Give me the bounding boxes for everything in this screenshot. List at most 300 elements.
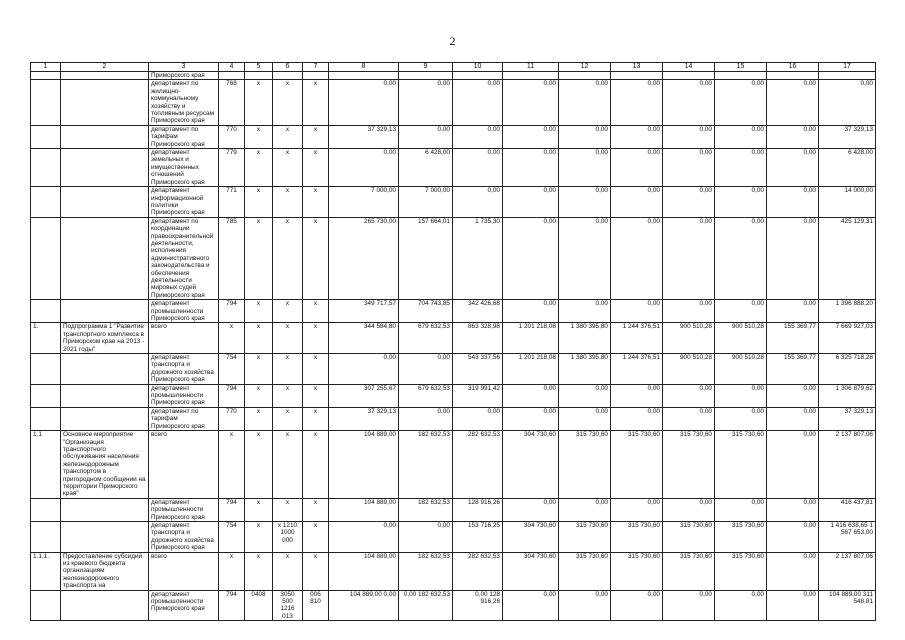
table-cell xyxy=(31,521,61,552)
table-cell xyxy=(611,72,663,80)
table-cell: x xyxy=(303,384,329,407)
table-cell: 1.1 xyxy=(31,431,61,499)
table-cell: 104 889,00 311 548,81 xyxy=(819,590,876,621)
column-header: 2 xyxy=(61,63,149,72)
table-cell: 770 xyxy=(219,407,245,430)
table-cell: x xyxy=(303,552,329,590)
table-cell: 0,00 xyxy=(715,80,767,125)
column-header: 12 xyxy=(559,63,611,72)
table-cell: 315 730,60 xyxy=(611,431,663,499)
table-cell xyxy=(61,521,149,552)
table-cell: x xyxy=(219,323,245,354)
table-cell: 1 380 395,80 xyxy=(559,354,611,385)
table-cell: x xyxy=(245,354,273,385)
table-cell: департамент земельных и имущественных отношений Приморского края xyxy=(149,149,219,187)
table-cell: 0,00 xyxy=(663,187,715,218)
table-cell: 0,00 xyxy=(715,590,767,621)
table-cell: 006 810 xyxy=(303,590,329,621)
table-row xyxy=(31,384,876,407)
table-cell xyxy=(31,384,61,407)
column-header: 9 xyxy=(399,63,453,72)
table-cell: 1 380 395,80 xyxy=(559,323,611,354)
table-cell xyxy=(31,217,61,299)
table-cell xyxy=(61,590,149,621)
table-cell: 0,00 xyxy=(559,125,611,148)
column-header: 6 xyxy=(273,63,303,72)
table-cell: 0,00 xyxy=(663,300,715,323)
table-cell: 0,00 xyxy=(503,125,559,148)
table-cell: 0,00 xyxy=(715,149,767,187)
table-cell: 315 730,60 xyxy=(715,552,767,590)
table-cell: 0,00 xyxy=(767,149,819,187)
table-cell xyxy=(273,72,303,80)
table-cell: 900 510,28 xyxy=(663,354,715,385)
table-cell: 315 730,60 xyxy=(663,552,715,590)
table-cell: 0,00 xyxy=(611,187,663,218)
table-cell: 0,00 xyxy=(611,80,663,125)
table-cell: x xyxy=(303,149,329,187)
table-cell: x xyxy=(273,217,303,299)
table-cell xyxy=(31,187,61,218)
table-cell: 37 329,13 xyxy=(819,407,876,430)
table-cell: Подпрограмма 1 "Развитие транспортного комплекса в Приморском крае на 2013 - 2021 годы" xyxy=(61,323,149,354)
table-cell: x xyxy=(245,384,273,407)
table-cell: x 1210 1000 000 xyxy=(273,521,303,552)
table-cell: департамент промышленности Приморского края xyxy=(149,590,219,621)
table-cell: департамент по координации правоохранительной деятельности, исполнения административного законодательства и обеспечения деятельности мировых судей Приморского края xyxy=(149,217,219,299)
table-cell: 315 730,60 xyxy=(611,552,663,590)
table-cell: 0,00 xyxy=(503,498,559,521)
table-cell: 0,00 xyxy=(399,407,453,430)
table-cell: x xyxy=(303,521,329,552)
table-cell: Приморского края xyxy=(149,72,219,80)
table-cell: 0,00 xyxy=(329,354,399,385)
table-cell: x xyxy=(245,498,273,521)
table-cell: 315 730,60 xyxy=(715,431,767,499)
table-cell: 0,00 xyxy=(767,498,819,521)
table-row xyxy=(31,498,876,521)
table-cell xyxy=(31,354,61,385)
table-cell: 0,00 xyxy=(559,149,611,187)
table-cell xyxy=(819,72,876,80)
table-row xyxy=(31,552,876,590)
table-cell: 704 743,85 xyxy=(399,300,453,323)
table-cell: 319 991,42 xyxy=(453,384,503,407)
table-cell xyxy=(31,590,61,621)
table-cell: 182 632,53 xyxy=(399,552,453,590)
table-cell: 0,00 xyxy=(503,300,559,323)
table-body xyxy=(31,72,876,621)
table-cell: x xyxy=(273,431,303,499)
table-cell: x xyxy=(273,354,303,385)
table-cell: x xyxy=(273,187,303,218)
table-cell: 0,00 xyxy=(453,407,503,430)
table-cell: 0,00 xyxy=(767,125,819,148)
table-cell xyxy=(61,72,149,80)
table-cell: x xyxy=(245,521,273,552)
table-cell: 779 xyxy=(219,149,245,187)
table-cell: 863 328,98 xyxy=(453,323,503,354)
table-cell: 1. xyxy=(31,323,61,354)
table-cell: 0,00 xyxy=(503,384,559,407)
table-cell: 0,00 xyxy=(715,300,767,323)
table-cell: департамент транспорта и дорожного хозяйства Приморского края xyxy=(149,521,219,552)
table-cell: 0,00 xyxy=(663,407,715,430)
table-cell xyxy=(31,300,61,323)
budget-table xyxy=(30,62,876,621)
table-cell xyxy=(303,72,329,80)
table-cell: x xyxy=(245,217,273,299)
column-header: 16 xyxy=(767,63,819,72)
table-cell xyxy=(61,187,149,218)
table-cell: 315 730,60 xyxy=(611,521,663,552)
table-cell: 315 730,60 xyxy=(559,552,611,590)
table-cell: x xyxy=(245,407,273,430)
column-header: 17 xyxy=(819,63,876,72)
table-cell: 104 889,00 xyxy=(329,552,399,590)
table-cell: 1 306 879,62 xyxy=(819,384,876,407)
table-cell: 0,00 xyxy=(819,80,876,125)
table-cell: 0,00 xyxy=(611,384,663,407)
table-cell: 0,00 xyxy=(663,125,715,148)
column-header: 10 xyxy=(453,63,503,72)
table-cell: 104 889,00 0,00 xyxy=(329,590,399,621)
table-cell xyxy=(31,125,61,148)
table-cell xyxy=(61,498,149,521)
table-cell: 6 325 718,28 xyxy=(819,354,876,385)
table-cell: всего xyxy=(149,323,219,354)
table-cell: 307 255,67 xyxy=(329,384,399,407)
table-cell: 6 428,00 xyxy=(399,149,453,187)
table-cell: x xyxy=(273,125,303,148)
table-cell: 6 428,00 xyxy=(819,149,876,187)
page-number: 2 xyxy=(449,34,456,48)
table-cell: 1 244 376,51 xyxy=(611,323,663,354)
table-cell: 0,00 xyxy=(503,590,559,621)
table-cell: 282 632,53 xyxy=(453,552,503,590)
table-cell: 0,00 xyxy=(663,80,715,125)
table-cell: 0,00 xyxy=(503,187,559,218)
table-cell: 425 129,31 xyxy=(819,217,876,299)
table-cell: 315 730,60 xyxy=(715,521,767,552)
column-header: 5 xyxy=(245,63,273,72)
table-cell: x xyxy=(303,407,329,430)
column-header: 8 xyxy=(329,63,399,72)
table-row xyxy=(31,187,876,218)
table-row xyxy=(31,354,876,385)
table-cell: 155 369,77 xyxy=(767,354,819,385)
table-cell: 679 632,53 xyxy=(399,384,453,407)
table-header xyxy=(31,63,876,72)
table-cell: департамент транспорта и дорожного хозяйства Приморского края xyxy=(149,354,219,385)
table-cell: 1 244 376,51 xyxy=(611,354,663,385)
table-cell: 0,00 xyxy=(559,407,611,430)
table-cell xyxy=(219,72,245,80)
table-cell: всего xyxy=(149,552,219,590)
table-cell: 0,00 xyxy=(611,149,663,187)
table-cell: 315 730,60 xyxy=(663,521,715,552)
table-cell: 0,00 xyxy=(559,300,611,323)
table-cell: 304 730,60 xyxy=(503,521,559,552)
table-cell: x xyxy=(273,384,303,407)
table-cell: 157 664,01 xyxy=(399,217,453,299)
table-cell xyxy=(31,498,61,521)
table-cell: 128 916,26 xyxy=(453,498,503,521)
table-cell: 0,00 xyxy=(503,407,559,430)
table-cell: 0,00 xyxy=(453,80,503,125)
table-cell: 900 510,28 xyxy=(715,354,767,385)
table-cell: 155 369,77 xyxy=(767,323,819,354)
table-cell: 315 730,60 xyxy=(559,521,611,552)
table-cell: 770 xyxy=(219,125,245,148)
table-cell: x xyxy=(303,354,329,385)
table-cell: 0,00 xyxy=(329,149,399,187)
table-cell: 342 426,68 xyxy=(453,300,503,323)
table-cell: 794 xyxy=(219,498,245,521)
table-cell: 7 000,00 xyxy=(399,187,453,218)
table-cell: 7 669 927,03 xyxy=(819,323,876,354)
table-cell: 104 889,00 xyxy=(329,431,399,499)
table-cell: департамент по тарифам Приморского края xyxy=(149,125,219,148)
table-cell: 0,00 xyxy=(329,521,399,552)
table-cell: x xyxy=(245,552,273,590)
table-cell: 282 632,53 xyxy=(453,431,503,499)
table-cell: x xyxy=(245,125,273,148)
table-cell xyxy=(503,72,559,80)
table-cell: 0,00 xyxy=(611,300,663,323)
table-cell: x xyxy=(273,498,303,521)
table-cell: x xyxy=(245,300,273,323)
table-cell: 0,00 xyxy=(611,407,663,430)
table-cell xyxy=(61,217,149,299)
table-cell: x xyxy=(273,552,303,590)
table-cell: x xyxy=(245,187,273,218)
table-cell: x xyxy=(273,300,303,323)
table-cell xyxy=(767,72,819,80)
table-cell: 0,00 182 632,53 xyxy=(399,590,453,621)
table-cell: 900 510,28 xyxy=(663,323,715,354)
table-cell xyxy=(31,72,61,80)
table-cell: 0,00 xyxy=(715,498,767,521)
table-cell: 0,00 xyxy=(715,125,767,148)
table-cell: 0,00 xyxy=(767,384,819,407)
table-cell xyxy=(61,407,149,430)
table-cell: 37 329,13 xyxy=(819,125,876,148)
table-cell: 0,00 xyxy=(559,384,611,407)
table-cell: 0,00 xyxy=(767,431,819,499)
table-cell: x xyxy=(219,431,245,499)
table-cell: 0,00 xyxy=(767,590,819,621)
table-cell: 0,00 xyxy=(399,125,453,148)
table-cell: 0,00 xyxy=(767,521,819,552)
table-cell: 0,00 xyxy=(559,80,611,125)
table-cell: 768 xyxy=(219,80,245,125)
table-cell: Предоставление субсидий из краевого бюджета организациям железнодорожного транспорта на xyxy=(61,552,149,590)
table-cell: 0,00 xyxy=(559,217,611,299)
table-cell xyxy=(559,72,611,80)
table-cell: 1 201 218,08 xyxy=(503,354,559,385)
table-cell: 0,00 xyxy=(611,217,663,299)
table-cell: 771 xyxy=(219,187,245,218)
table-cell: 0,00 xyxy=(611,125,663,148)
table-cell: департамент промышленности Приморского края xyxy=(149,300,219,323)
table-cell: 0,00 xyxy=(559,498,611,521)
table-cell: 0,00 xyxy=(715,217,767,299)
table-cell: 0,00 xyxy=(611,498,663,521)
table-cell xyxy=(245,72,273,80)
table-cell: 0,00 128 916,26 xyxy=(453,590,503,621)
table-cell: 0,00 xyxy=(559,187,611,218)
table-cell: Основное мероприятие "Организация транспортного обслуживания населения железнодорожным транспортом в пригородном сообщении на территории Приморского края" xyxy=(61,431,149,499)
table-cell: 2 137 807,06 xyxy=(819,431,876,499)
table-cell: x xyxy=(303,323,329,354)
table-row xyxy=(31,323,876,354)
table-cell: 0,00 xyxy=(329,80,399,125)
table-cell xyxy=(31,149,61,187)
table-cell: 0,00 xyxy=(767,300,819,323)
table-cell: 1 735,30 xyxy=(453,217,503,299)
table-row xyxy=(31,125,876,148)
table-row xyxy=(31,300,876,323)
table-cell: 754 xyxy=(219,354,245,385)
table-cell: всего xyxy=(149,431,219,499)
table-cell: 2 137 807,06 xyxy=(819,552,876,590)
table-cell xyxy=(31,407,61,430)
table-cell: 0,00 xyxy=(453,125,503,148)
table-cell: x xyxy=(303,498,329,521)
table-cell: департамент по жилищно-коммунальному хозяйству и топливным ресурсам Приморского края xyxy=(149,80,219,125)
table-cell: x xyxy=(245,431,273,499)
table-cell: 0,00 xyxy=(453,149,503,187)
table-cell: 785 xyxy=(219,217,245,299)
table-row xyxy=(31,149,876,187)
table-cell: 0,00 xyxy=(663,217,715,299)
table-cell: 1.1.1. xyxy=(31,552,61,590)
table-cell: 37 329,13 xyxy=(329,407,399,430)
table-cell xyxy=(399,72,453,80)
table-cell: 0,00 xyxy=(767,187,819,218)
table-cell: 0,00 xyxy=(767,407,819,430)
table-cell: 1 416 638,65 1 567 653,00 xyxy=(819,521,876,552)
table-cell: 0,00 xyxy=(715,187,767,218)
table-cell: 182 632,53 xyxy=(399,431,453,499)
table-cell: 543 337,56 xyxy=(453,354,503,385)
table-cell: 7 000,00 xyxy=(329,187,399,218)
table-cell: x xyxy=(245,323,273,354)
table-cell: 344 584,80 xyxy=(329,323,399,354)
table-cell: 900 510,28 xyxy=(715,323,767,354)
table-row xyxy=(31,407,876,430)
table-cell: 0,00 xyxy=(715,407,767,430)
table-cell: 182 632,53 xyxy=(399,498,453,521)
table-cell xyxy=(61,384,149,407)
table-cell: 0,00 xyxy=(503,217,559,299)
table-cell: 153 716,25 xyxy=(453,521,503,552)
table-cell: 3050 500 1216 013 xyxy=(273,590,303,621)
table-cell: 265 730,00 xyxy=(329,217,399,299)
table-cell: 754 xyxy=(219,521,245,552)
table-cell xyxy=(61,80,149,125)
table-cell: 0,00 xyxy=(663,498,715,521)
table-cell xyxy=(61,300,149,323)
table-cell: x xyxy=(273,80,303,125)
table-cell: 14 000,00 xyxy=(819,187,876,218)
table-cell: x xyxy=(219,552,245,590)
table-cell xyxy=(329,72,399,80)
table-cell xyxy=(663,72,715,80)
table-cell: 794 xyxy=(219,384,245,407)
table-cell: x xyxy=(303,187,329,218)
table-cell: x xyxy=(303,217,329,299)
table-row xyxy=(31,72,876,80)
column-header: 4 xyxy=(219,63,245,72)
column-header: 11 xyxy=(503,63,559,72)
table-cell: 0,00 xyxy=(399,80,453,125)
table-cell: x xyxy=(245,149,273,187)
table-cell: 794 xyxy=(219,300,245,323)
table-cell xyxy=(453,72,503,80)
table-cell: 0,00 xyxy=(767,217,819,299)
table-cell: x xyxy=(273,407,303,430)
table-cell: 794 xyxy=(219,590,245,621)
column-header: 7 xyxy=(303,63,329,72)
table-cell: 0,00 xyxy=(503,149,559,187)
table-cell: x xyxy=(303,431,329,499)
table-cell: 0,00 xyxy=(399,521,453,552)
table-cell: 0,00 xyxy=(611,590,663,621)
column-header: 15 xyxy=(715,63,767,72)
table-cell: 349 717,57 xyxy=(329,300,399,323)
table-cell: x xyxy=(273,323,303,354)
table-row xyxy=(31,217,876,299)
column-header: 14 xyxy=(663,63,715,72)
table-cell: 0,00 xyxy=(767,80,819,125)
table-cell: x xyxy=(303,80,329,125)
table-cell xyxy=(61,354,149,385)
table-cell: 315 730,60 xyxy=(559,431,611,499)
table-cell: 0,00 xyxy=(663,590,715,621)
table-cell: 315 730,60 xyxy=(663,431,715,499)
column-header: 3 xyxy=(149,63,219,72)
table-cell: x xyxy=(303,300,329,323)
column-header: 13 xyxy=(611,63,663,72)
table-cell: 416 437,81 xyxy=(819,498,876,521)
table-cell: 0,00 xyxy=(663,384,715,407)
table-cell: 104 889,00 xyxy=(329,498,399,521)
table-cell: 0,00 xyxy=(399,354,453,385)
column-header: 1 xyxy=(31,63,61,72)
table-cell xyxy=(31,80,61,125)
table-cell: 304 730,60 xyxy=(503,431,559,499)
table-cell: 0,00 xyxy=(559,590,611,621)
table-cell: 0408 xyxy=(245,590,273,621)
table-cell xyxy=(61,125,149,148)
table-row xyxy=(31,521,876,552)
table-cell: 0,00 xyxy=(715,384,767,407)
table-row xyxy=(31,431,876,499)
table-cell: x xyxy=(303,125,329,148)
table-cell: 0,00 xyxy=(503,80,559,125)
table-cell xyxy=(61,149,149,187)
table-cell: 0,00 xyxy=(767,552,819,590)
table-cell: департамент информационной политики Приморского края xyxy=(149,187,219,218)
table-cell: 37 329,13 xyxy=(329,125,399,148)
table-row xyxy=(31,590,876,621)
table-cell xyxy=(715,72,767,80)
table-cell: 0,00 xyxy=(663,149,715,187)
table-cell: 304 730,60 xyxy=(503,552,559,590)
table-cell: 1 201 218,08 xyxy=(503,323,559,354)
